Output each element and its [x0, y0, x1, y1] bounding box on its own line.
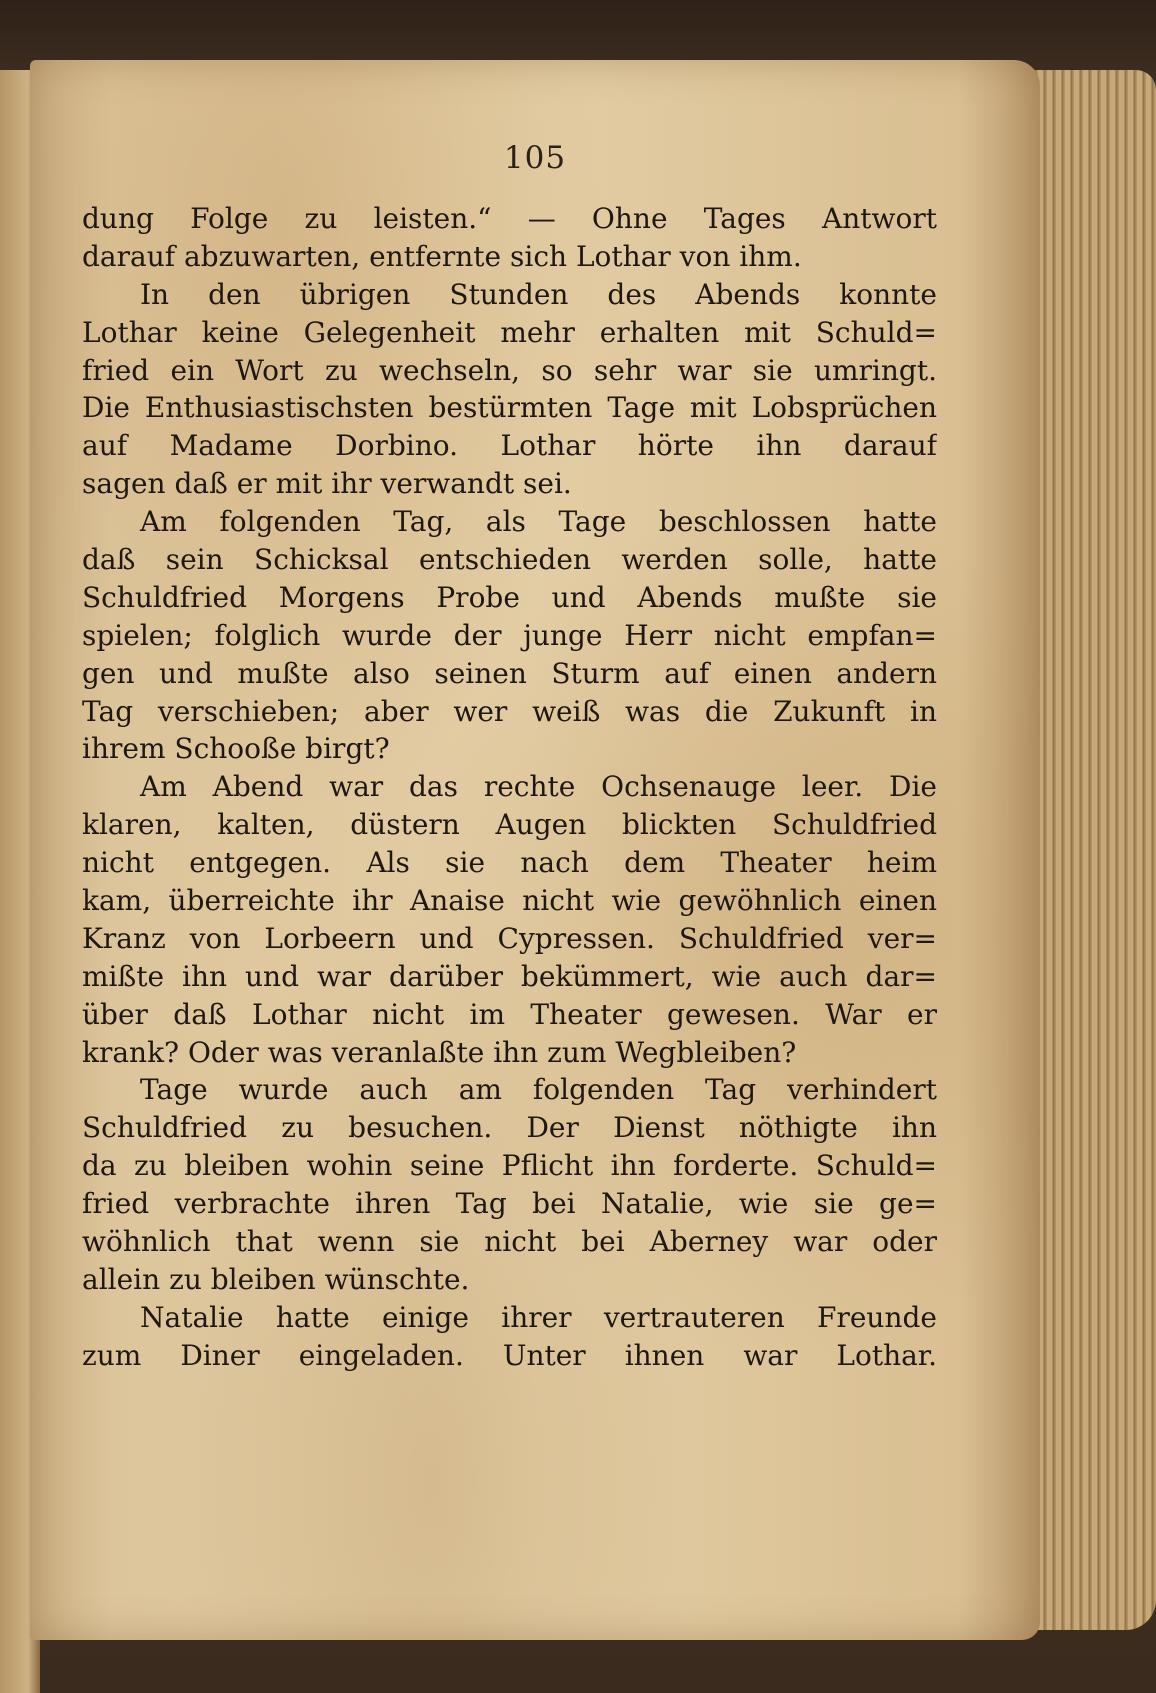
text-line: über daß Lothar nicht im Theater gewesen. War er [82, 997, 937, 1031]
text-line: In den übrigen Stunden des Abends konnte [140, 277, 937, 311]
text-line: klaren, kalten, düstern Augen blickten Schuldfried [82, 808, 937, 842]
text-line: Natalie hatte einige ihrer vertrauteren Freunde [140, 1300, 937, 1334]
text-line: mißte ihn und war darüber bekümmert, wie auch dar= [82, 959, 937, 993]
text-line: Lothar keine Gelegenheit mehr erhalten mit Schuld= [82, 315, 937, 349]
text-line: Schuldfried zu besuchen. Der Dienst nöthigte ihn [82, 1111, 937, 1145]
page-number: 105 [503, 140, 567, 176]
text-line: Am folgenden Tag, als Tage beschlossen hatte [140, 505, 937, 539]
page-stack-edge [1020, 70, 1156, 1630]
book-page [30, 60, 1040, 1640]
text-line: gen und mußte also seinen Sturm auf einen andern [82, 656, 937, 690]
text-line: daß sein Schicksal entschieden werden solle, hatte [82, 543, 937, 577]
text-line: allein zu bleiben wünschte. [82, 1262, 470, 1296]
body-text [82, 200, 937, 1375]
text-line: da zu bleiben wohin seine Pflicht ihn forderte. Schuld= [82, 1149, 937, 1183]
text-line: dung Folge zu leisten.“ — Ohne Tages Antwort [82, 202, 937, 235]
text-line: Tag verschieben; aber wer weiß was die Zukunft in [82, 694, 937, 728]
text-line: spielen; folglich wurde der junge Herr nicht empfan= [82, 618, 937, 652]
text-line: zum Diner eingeladen. Unter ihnen war Lothar. [82, 1338, 937, 1372]
text-line: darauf abzuwarten, entfernte sich Lothar von ihm. [82, 239, 802, 273]
text-line: sagen daß er mit ihr verwandt sei. [82, 467, 572, 501]
text-line: Die Enthusiastischsten bestürmten Tage mit Lobsprüchen [82, 391, 937, 425]
text-line: krank? Oder was veranlaßte ihn zum Wegbleiben? [82, 1035, 797, 1069]
text-line: Tage wurde auch am folgenden Tag verhindert [140, 1073, 937, 1107]
text-line: wöhnlich that wenn sie nicht bei Aberney war oder [82, 1225, 937, 1259]
text-line: Am Abend war das rechte Ochsenauge leer. Die [140, 770, 937, 804]
text-line: Kranz von Lorbeern und Cypressen. Schuldfried ver= [82, 921, 937, 955]
text-line: ihrem Schooße birgt? [82, 732, 390, 766]
text-line: auf Madame Dorbino. Lothar hörte ihn darauf [82, 429, 937, 463]
text-line: Schuldfried Morgens Probe und Abends mußte sie [82, 580, 937, 614]
text-line: fried ein Wort zu wechseln, so sehr war sie umringt. [82, 353, 937, 387]
text-line: fried verbrachte ihren Tag bei Natalie, wie sie ge= [82, 1187, 937, 1221]
text-line: kam, überreichte ihr Anaise nicht wie gewöhnlich einen [82, 884, 937, 918]
text-line: nicht entgegen. Als sie nach dem Theater heim [82, 846, 937, 880]
